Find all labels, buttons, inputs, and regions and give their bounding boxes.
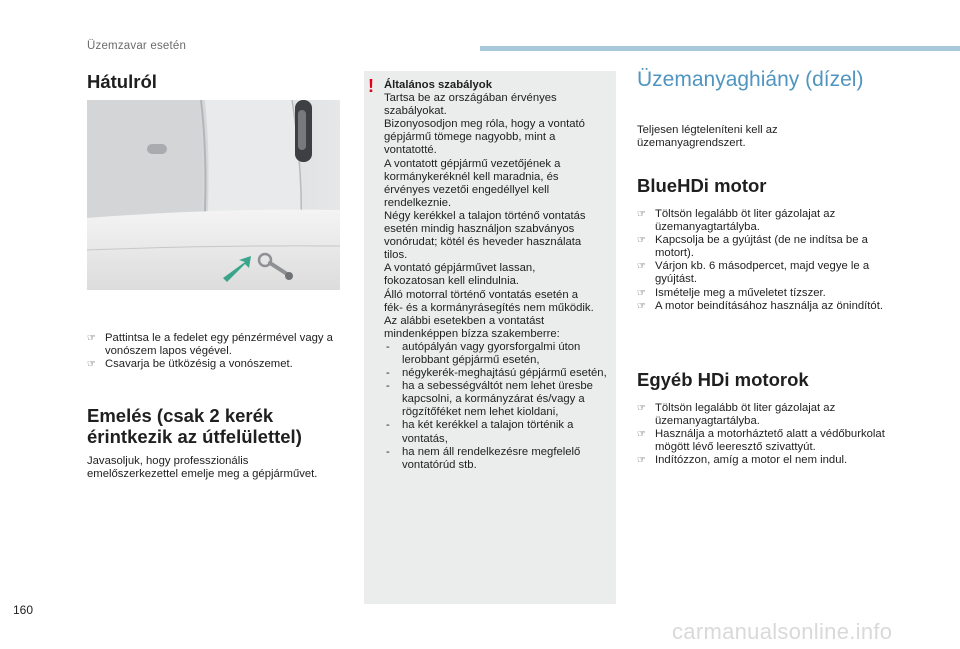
bluehdi-steps-list	[637, 208, 897, 313]
bluehdi-title: BlueHDi motor	[637, 175, 767, 196]
finger-pointer-icon: ☞	[637, 403, 646, 414]
finger-pointer-icon: ☞	[637, 300, 646, 312]
list-item: - autópályán vagy gyorsforgalmi úton lerobbant gépjármű esetén,	[386, 340, 581, 366]
general-rules-title: Általános szabályok	[384, 79, 492, 91]
list-item: ☞ Ismételje meg a műveletet tízszer.	[637, 286, 826, 299]
finger-pointer-icon: ☞	[637, 261, 646, 273]
finger-pointer-icon: ☞	[637, 209, 646, 220]
list-item: ☞ Várjon kb. 6 másodpercet, majd vegye le a gyújtást.	[637, 260, 870, 286]
list-item: - négykerék-meghajtású gépjármű esetén,	[386, 367, 607, 380]
header-bar	[480, 46, 960, 51]
rear-towing-title: Hátulról	[87, 71, 157, 92]
watermark: carmanualsonline.info	[672, 619, 893, 644]
finger-pointer-icon: ☞	[637, 455, 646, 467]
other-hdi-steps-list	[637, 402, 897, 467]
list-item: ☞ Kapcsolja be a gyújtást (de ne indítsa be a motort).	[637, 234, 868, 260]
list-item: ☞ Töltsön legalább öt liter gázolajat az üzemanyagtartályba.	[637, 208, 836, 234]
list-item: ☞ Pattintsa le a fedelet egy pénzérmével vagy a vonószem lapos végével.	[87, 332, 333, 358]
page-number: 160	[13, 603, 34, 617]
other-hdi-title: Egyéb HDi motorok	[637, 369, 809, 390]
professional-cases-list	[384, 341, 614, 472]
finger-pointer-icon: ☞	[637, 287, 646, 299]
list-item: ☞ Csavarja be ütközésig a vonószemet.	[87, 358, 293, 371]
fuel-shortage-title: Üzemanyaghiány (dízel)	[637, 68, 864, 91]
exclamation-icon: !	[368, 76, 374, 96]
list-item: - ha két kerékkel a talajon történik a vontatás,	[386, 419, 574, 445]
list-item: ☞ Használja a motorháztető alatt a védőburkolat mögött lévő leeresztő szivattyút.	[637, 428, 885, 454]
fuel-shortage-intro: Teljesen légteleníteni kell az üzemanyagrendszert.	[637, 124, 778, 150]
rules-lines: Tartsa be az országában érvényes szabályokat. Bizonyosodjon meg róla, hogy a vontató gépjármű tömege nagyobb, mint a vontatotté. A vontatott gépjármű vezetőjének a kormánykeréknél kell maradnia, és érvényes vezetői engedéllyel kell rendelkeznie. Négy kerékkel a talajon történő vontatás esetén mindig használjon szabványos vonórudat; kötél és heveder használata tilos. A vontató gépjárművet lassan, fokozatosan kell elindulnia. Álló motorral történő vontatás esetén a fék- és a kormányrásegítés nem működik. Az alábbi esetekben a vontatást mindenképpen bízza szakemberre:	[384, 92, 594, 340]
list-item: ☞ Indítózzon, amíg a motor el nem indul.	[637, 454, 848, 467]
finger-pointer-icon: ☞	[637, 235, 646, 247]
rear-bumper-photo	[87, 100, 340, 290]
lifting-text: Javasoljuk, hogy professzionális emelőszerkezettel emelje meg a gépjárművet.	[87, 455, 318, 481]
running-head: Üzemzavar esetén	[87, 40, 187, 52]
lifting-title: Emelés (csak 2 kerék érintkezik az útfelülettel)	[87, 405, 302, 447]
finger-pointer-icon: ☞	[87, 359, 96, 371]
finger-pointer-icon: ☞	[637, 429, 646, 441]
list-item: - ha a sebességváltót nem lehet üresbe kapcsolni, a kormányzárat és/vagy a rögzítőféket nem lehet kioldani,	[386, 380, 593, 419]
finger-pointer-icon: ☞	[87, 333, 96, 344]
list-item: ☞ Töltsön legalább öt liter gázolajat az üzemanyagtartályba.	[637, 402, 836, 428]
tow-steps-list	[87, 332, 343, 371]
tow-eye-illustration	[87, 100, 340, 290]
list-item: - ha nem áll rendelkezésre megfelelő vontatórúd stb.	[386, 445, 581, 471]
list-item: ☞ A motor beindításához használja az önindítót.	[637, 299, 883, 312]
general-rules-text	[384, 79, 614, 472]
